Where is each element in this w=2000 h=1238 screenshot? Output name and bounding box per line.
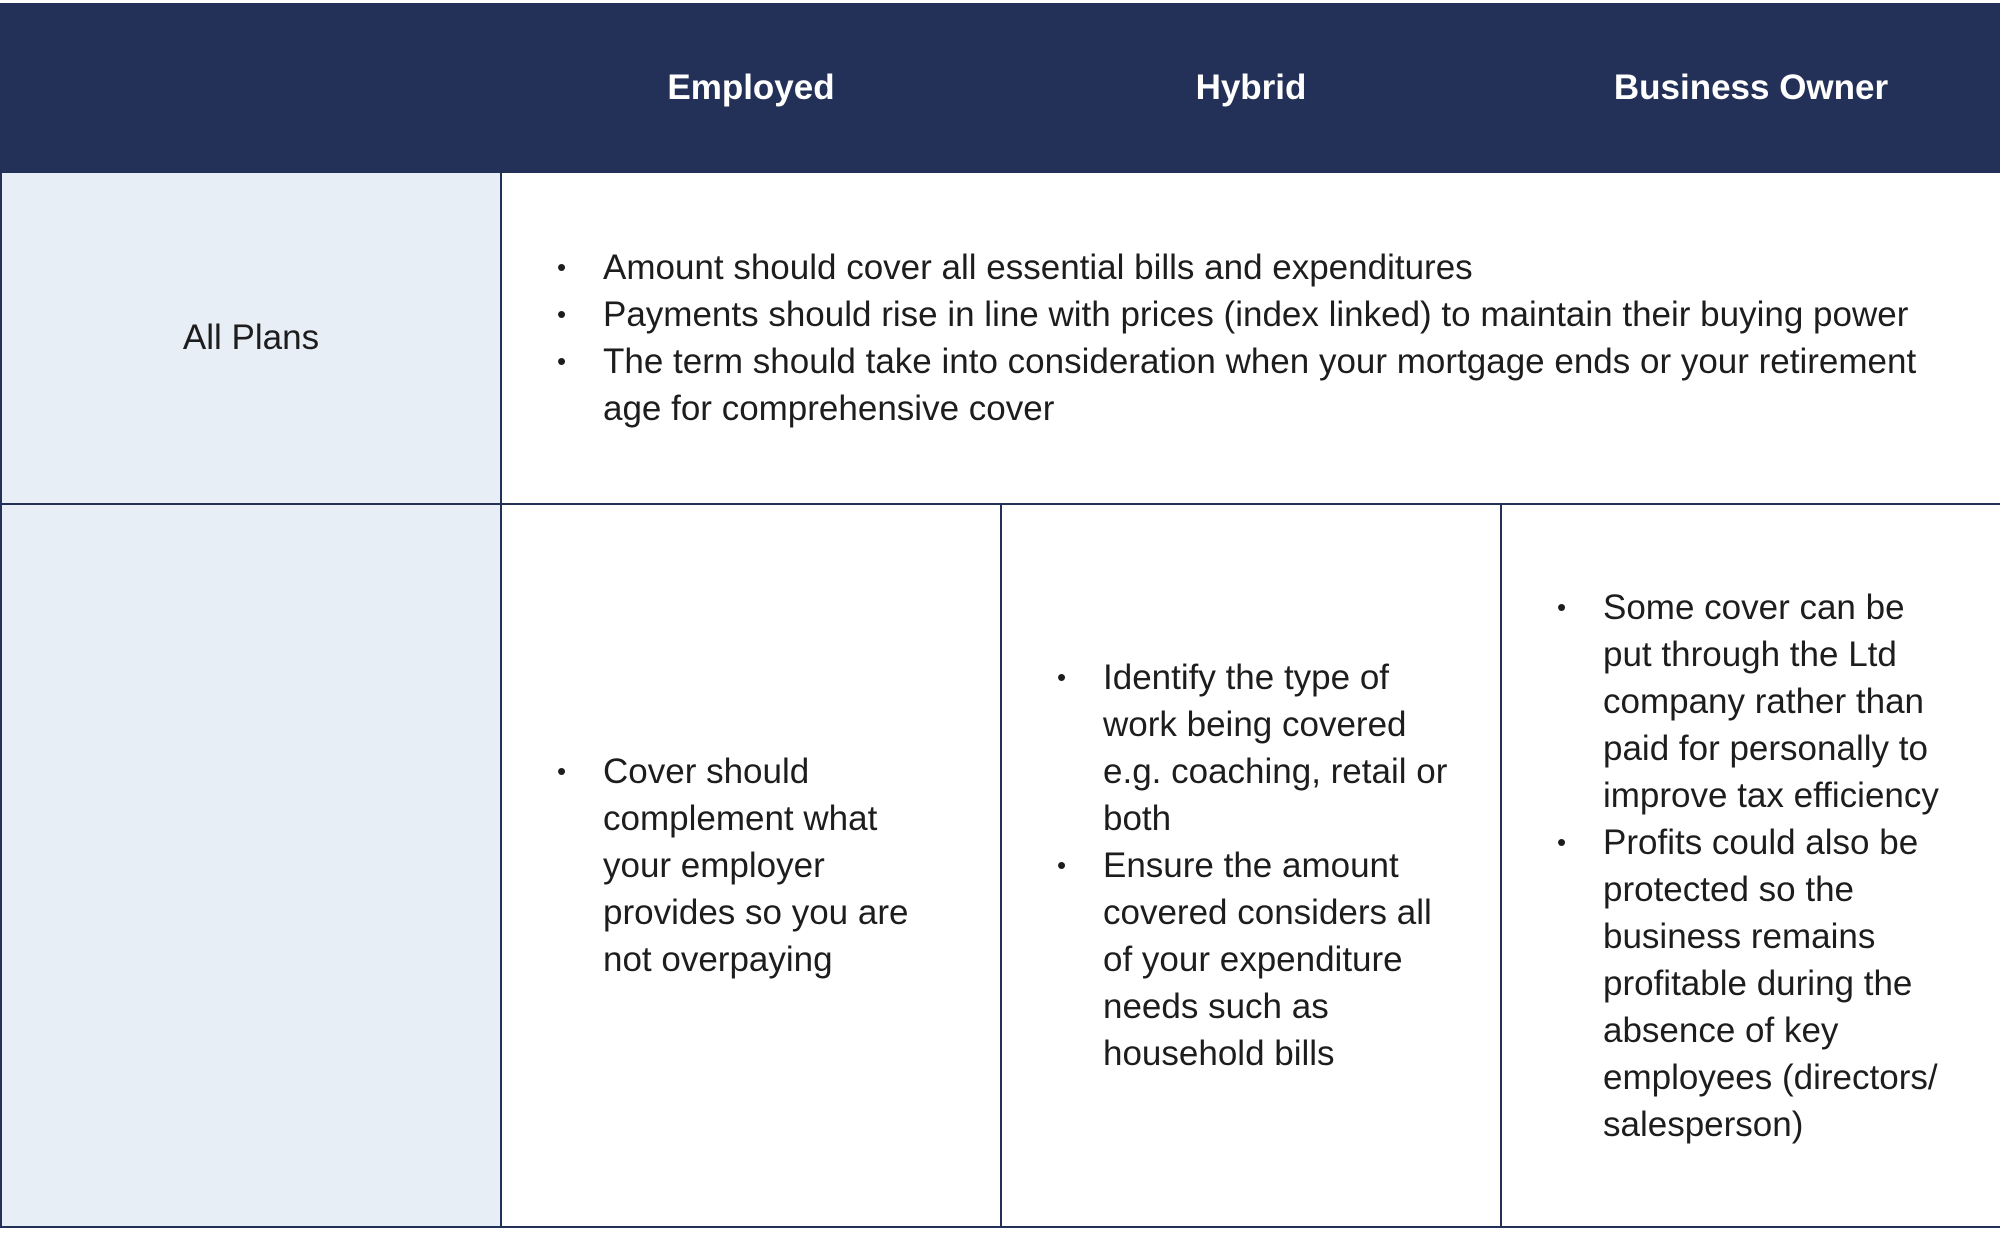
row-all-plans: [1, 172, 2000, 504]
bullet-list: [1002, 654, 1500, 1077]
bullet-list: [502, 244, 2000, 432]
bullet-item: [502, 748, 950, 983]
bullet-dot-icon: •: [557, 252, 567, 282]
bullet-dot-icon: •: [557, 756, 567, 786]
bullet-list: [1502, 584, 2000, 1148]
header-hybrid: Hybrid: [1001, 4, 1501, 172]
employed-cell: [501, 504, 1001, 1227]
row-label-all-plans: All Plans: [1, 172, 501, 504]
header-business-owner: Business Owner: [1501, 4, 2000, 172]
bullet-dot-icon: •: [557, 346, 567, 376]
header-corner-cell: [1, 4, 501, 172]
bullet-item: [502, 291, 1960, 338]
header-employed: Employed: [501, 4, 1001, 172]
business-owner-cell: [1501, 504, 2000, 1227]
hybrid-cell: [1001, 504, 1501, 1227]
bullet-text: Identify the type of work being covered e.g. coaching, retail or both: [1103, 658, 1448, 838]
bullet-text: The term should take into consideration when your mortgage ends or your retirement age for comprehensive cover: [603, 342, 1917, 428]
bullet-dot-icon: •: [1557, 826, 1567, 857]
bullet-item: [502, 338, 1960, 432]
row-label-plan-specific: [1, 504, 501, 1227]
bullet-item: [1002, 654, 1450, 842]
bullet-dot-icon: •: [1557, 591, 1567, 622]
bullet-item: [1502, 584, 1950, 819]
bullet-dot-icon: •: [1057, 662, 1067, 692]
header-row: [1, 4, 2000, 172]
bullet-text: Ensure the amount covered considers all of your expenditure needs such as household bills: [1103, 846, 1432, 1073]
bullet-text: Some cover can be put through the Ltd company rather than paid for personally to improve tax efficiency: [1603, 587, 1939, 815]
bullet-dot-icon: •: [1057, 850, 1067, 880]
all-plans-cell: [501, 172, 2000, 504]
bullet-text: Amount should cover all essential bills and expenditures: [603, 248, 1473, 287]
bullet-item: [1502, 819, 1950, 1148]
row-plan-specific: [1, 504, 2000, 1227]
bullet-text: Profits could also be protected so the business remains profitable during the absence of key employees (directors/ salesperson): [1603, 822, 1938, 1144]
bullet-text: Payments should rise in line with prices (index linked) to maintain their buying power: [603, 295, 1909, 334]
bullet-list: [502, 748, 1000, 983]
bullet-item: [1002, 842, 1450, 1077]
bullet-text: Cover should complement what your employer provides so you are not overpaying: [603, 752, 909, 979]
bullet-dot-icon: •: [557, 299, 567, 329]
comparison-table: [0, 3, 2000, 1228]
bullet-item: [502, 244, 1960, 291]
